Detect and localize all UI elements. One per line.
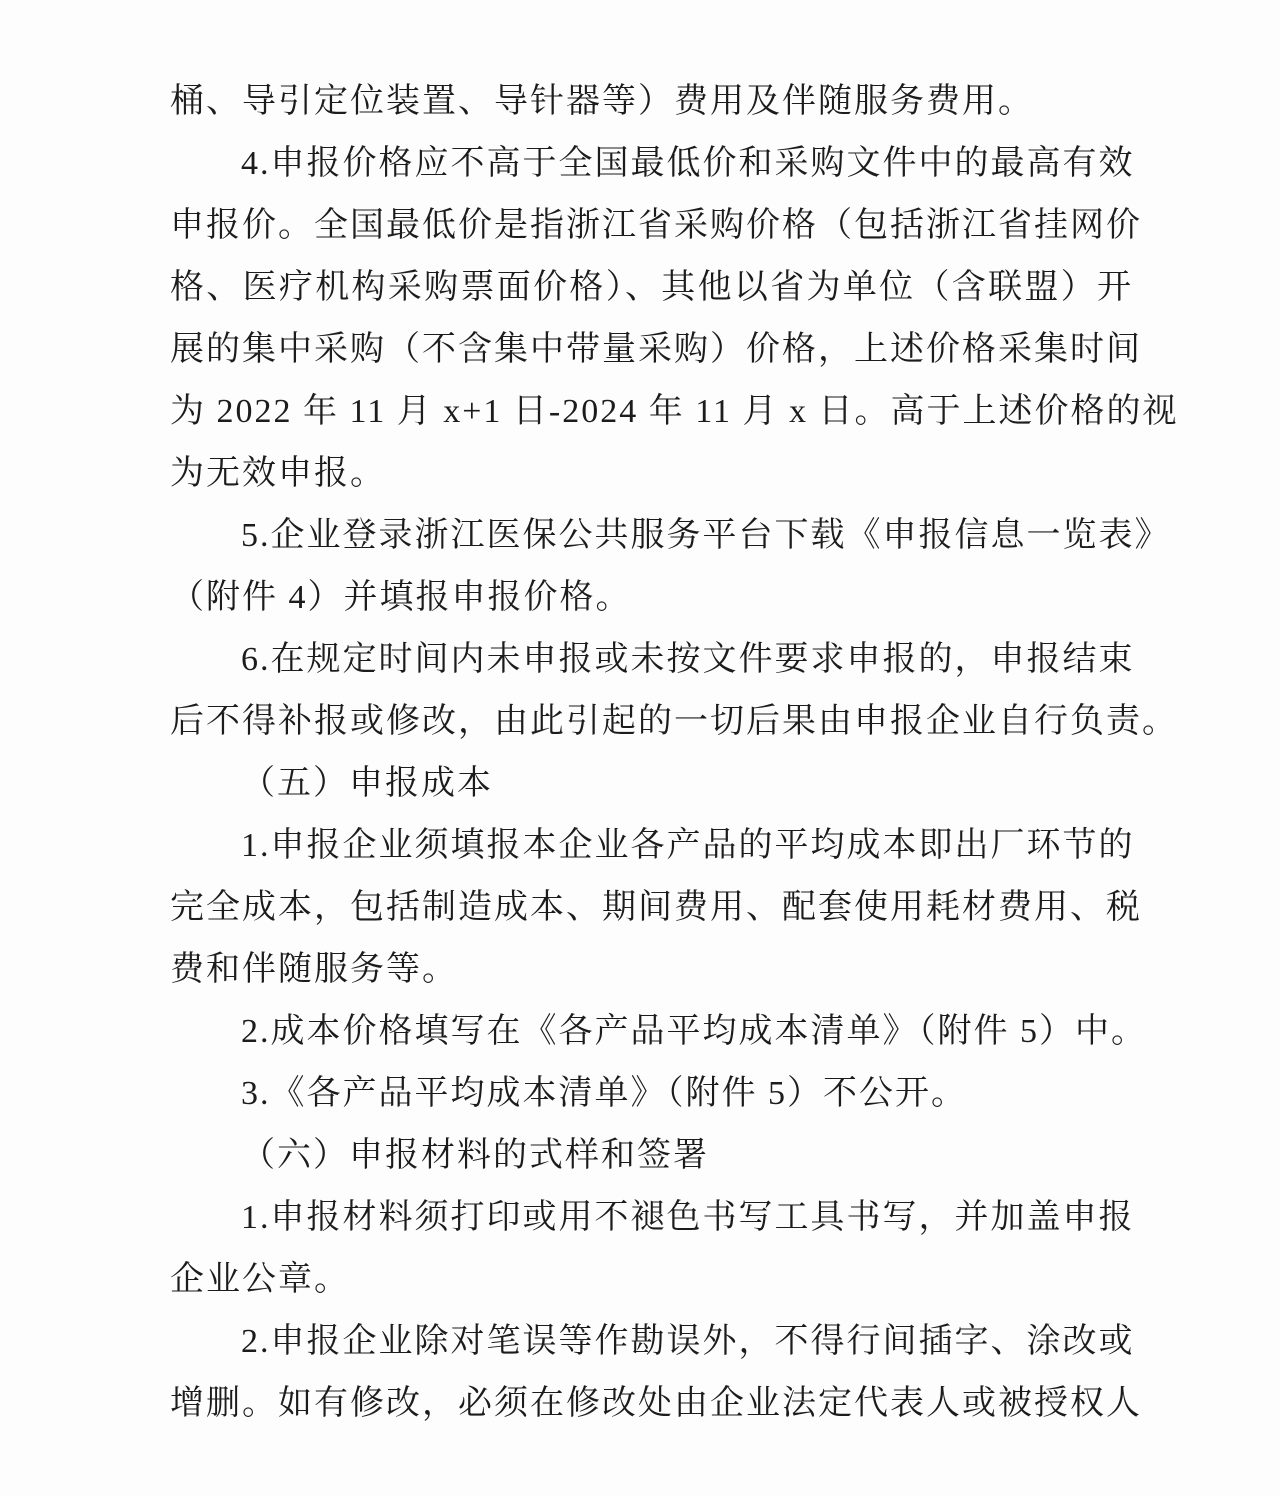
text-line: 为 2022 年 11 月 x+1 日-2024 年 11 月 x 日。高于上述价格的视 <box>170 393 1179 430</box>
text-line: 1.申报材料须打印或用不褪色书写工具书写，并加盖申报 <box>241 1199 1135 1236</box>
section-heading: （六）申报材料的式样和签署 <box>241 1137 709 1174</box>
text-line: 2.成本价格填写在《各产品平均成本清单》（附件 5）中。 <box>241 1013 1147 1050</box>
text-line: 增删。如有修改，必须在修改处由企业法定代表人或被授权人 <box>170 1385 1142 1422</box>
text-line: 2.申报企业除对笔误等作勘误外，不得行间插字、涂改或 <box>241 1323 1135 1360</box>
text-line: （附件 4）并填报申报价格。 <box>170 579 632 616</box>
text-line: 后不得补报或修改，由此引起的一切后果由申报企业自行负责。 <box>170 703 1178 740</box>
text-line: 1.申报企业须填报本企业各产品的平均成本即出厂环节的 <box>241 827 1135 864</box>
text-line: 4.申报价格应不高于全国最低价和采购文件中的最高有效 <box>241 145 1135 182</box>
text-line: 格、医疗机构采购票面价格）、其他以省为单位（含联盟）开 <box>170 269 1133 306</box>
text-line: 桶、导引定位装置、导针器等）费用及伴随服务费用。 <box>170 83 1034 120</box>
text-line: 完全成本，包括制造成本、期间费用、配套使用耗材费用、税 <box>170 889 1142 926</box>
text-line: 为无效申报。 <box>170 455 386 492</box>
text-line: 5.企业登录浙江医保公共服务平台下载《申报信息一览表》 <box>241 517 1171 554</box>
text-line: 费和伴随服务等。 <box>170 951 458 988</box>
text-line: 企业公章。 <box>170 1261 350 1298</box>
text-line: 3.《各产品平均成本清单》（附件 5）不公开。 <box>241 1075 967 1112</box>
text-line: 申报价。全国最低价是指浙江省采购价格（包括浙江省挂网价 <box>170 207 1142 244</box>
text-line: 展的集中采购（不含集中带量采购）价格，上述价格采集时间 <box>170 331 1142 368</box>
section-heading: （五）申报成本 <box>241 765 493 802</box>
document-text-block <box>170 71 1179 1435</box>
text-line: 6.在规定时间内未申报或未按文件要求申报的，申报结束 <box>241 641 1135 678</box>
